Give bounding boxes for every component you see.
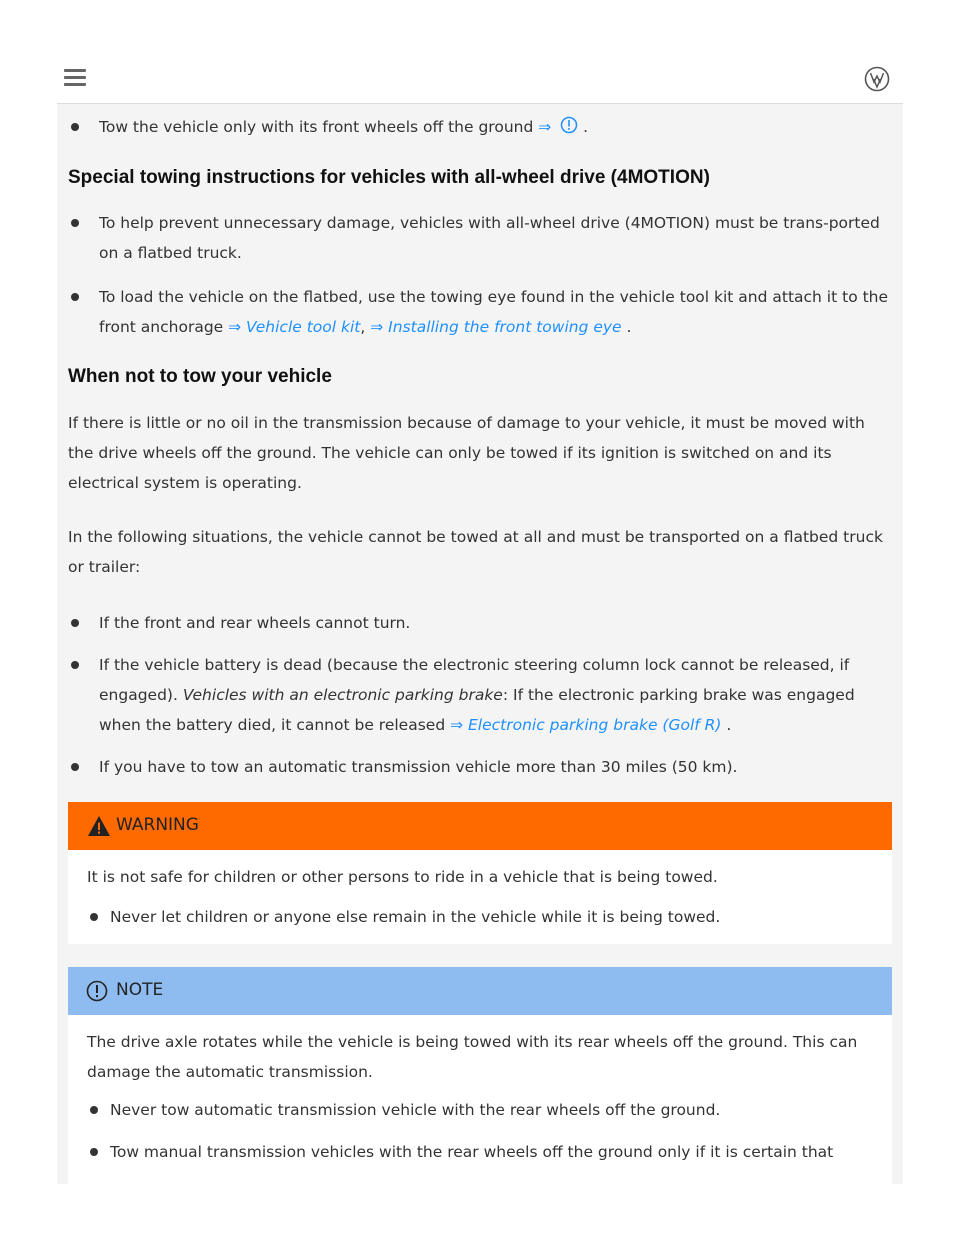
paragraph: In the following situations, the vehicle cannot be towed at all and must be transported on a flatbed truck or trailer:: [68, 528, 883, 576]
link-electronic-parking-brake[interactable]: ⇒ Electronic parking brake (Golf R): [450, 716, 722, 734]
note-header: [68, 967, 892, 1015]
bullet-text: Tow the vehicle only with its front wheels off the ground: [99, 118, 534, 136]
caution-icon: [560, 116, 578, 134]
bullet-dot: [90, 913, 98, 921]
bullet-text: Never let children or anyone else remain in the vehicle while it is being towed.: [110, 908, 721, 926]
warning-box: [68, 802, 892, 944]
list-item: To load the vehicle on the flatbed, use the towing eye found in the vehicle tool kit and attach it to the front anchorage ⇒ Vehicle tool kit, ⇒ Installing the front towing eye .: [71, 282, 891, 342]
note-text: The drive axle rotates while the vehicle is being towed with its rear wheels off the ground. This can damage the automatic transmission.: [87, 1033, 858, 1081]
bullet-text-rest: : If the electronic parking brake was engaged when the battery died, it cannot be released: [99, 686, 855, 734]
bullet-dot: [71, 619, 79, 627]
note-exclamation-icon: [86, 980, 108, 1002]
bullet-dot: [90, 1148, 98, 1156]
list-item: [90, 1095, 880, 1125]
note-box: [68, 967, 892, 1184]
bullet-dot: [71, 293, 79, 301]
warning-text: It is not safe for children or other persons to ride in a vehicle that is being towed.: [87, 868, 718, 886]
italic-label: Vehicles with an electronic parking brake: [182, 686, 503, 704]
list-item: [71, 208, 891, 268]
bullet-dot: [71, 219, 79, 227]
link-front-towing-eye[interactable]: ⇒ Installing the front towing eye: [370, 318, 622, 336]
list-item: [90, 902, 880, 932]
list-item: [71, 752, 891, 782]
bullet-dot: [90, 1106, 98, 1114]
top-bar: [57, 55, 903, 104]
note-label: NOTE: [116, 980, 164, 1000]
caution-link[interactable]: ⇒: [538, 118, 583, 136]
bullet-text: Tow manual transmission vehicles with the rear wheels off the ground only if it is certain that: [110, 1143, 834, 1161]
warning-triangle-icon: [87, 815, 111, 837]
list-item: Tow the vehicle only with its front wheels off the ground ⇒ .: [71, 112, 891, 142]
section-heading: When not to tow your vehicle: [68, 366, 332, 387]
bullet-text: To load the vehicle on the flatbed, use the towing eye found in the vehicle tool kit and attach it to the front anchorage: [99, 288, 889, 336]
bullet-text: Never tow automatic transmission vehicle with the rear wheels off the ground.: [110, 1101, 721, 1119]
bullet-dot: [71, 763, 79, 771]
list-item: If the vehicle battery is dead (because the electronic steering column lock cannot be released, if engaged). Vehicles with an electronic parking brake: If the electronic parking brake was engaged when the battery died, it cannot be released ⇒ Electronic parking brake (Golf R) .: [71, 650, 891, 740]
hamburger-icon[interactable]: [64, 69, 86, 87]
paragraph: If there is little or no oil in the transmission because of damage to your vehicle, it must be moved with the drive wheels off the ground. The vehicle can only be towed if its ignition is switched on and its electrical system is operating.: [68, 414, 865, 492]
list-item: [90, 1137, 880, 1167]
bullet-text: If the front and rear wheels cannot turn.: [99, 614, 411, 632]
bullet-text: To help prevent unnecessary damage, vehicles with all-wheel drive (4MOTION) must be trans-ported on a flatbed truck.: [99, 214, 880, 262]
bullet-text: If you have to tow an automatic transmission vehicle more than 30 miles (50 km).: [99, 758, 738, 776]
vw-logo-icon[interactable]: [864, 66, 890, 92]
bullet-dot: [71, 661, 79, 669]
link-vehicle-tool-kit[interactable]: ⇒ Vehicle tool kit: [228, 318, 361, 336]
bullet-text: If the vehicle battery is dead (because the electronic steering column lock cannot be released, if engaged).: [99, 656, 850, 704]
bullet-dot: [71, 123, 79, 131]
section-heading: Special towing instructions for vehicles with all-wheel drive (4MOTION): [68, 167, 710, 188]
list-item: [71, 608, 891, 638]
warning-header: [68, 802, 892, 850]
warning-label: WARNING: [116, 815, 199, 835]
main-content: [57, 104, 903, 1184]
